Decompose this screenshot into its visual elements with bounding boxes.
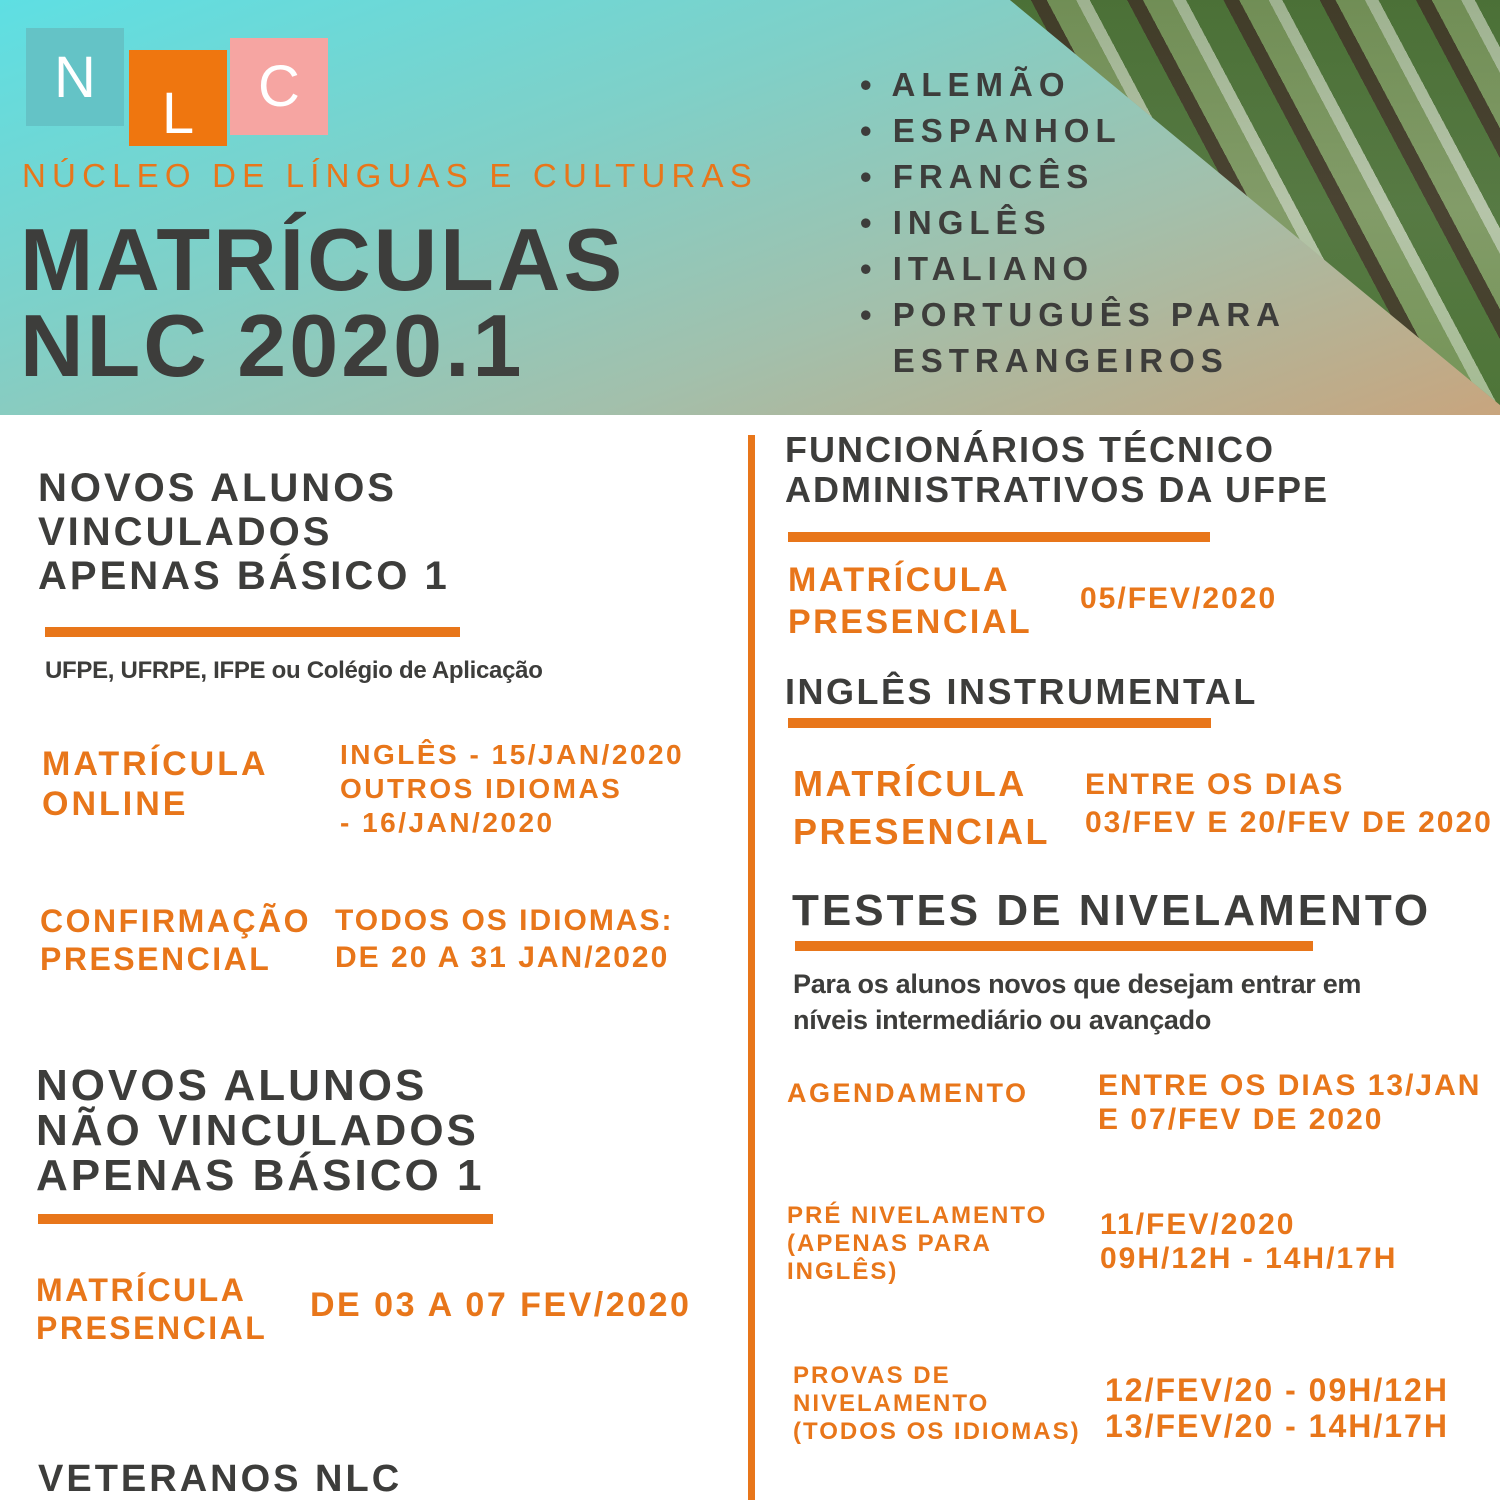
label-funcionarios-matricula: MATRÍCULA PRESENCIAL — [788, 561, 1033, 641]
label-provas-nivelamento: PROVAS DE NIVELAMENTO (TODOS OS IDIOMAS) — [793, 1362, 1081, 1445]
language-item: • PORTUGUÊS PARA ESTRANGEIROS — [860, 296, 1286, 379]
value-instrumental-matricula: ENTRE OS DIAS 03/FEV E 20/FEV DE 2020 — [1085, 768, 1493, 839]
value-matricula-online: INGLÊS - 15/JAN/2020 OUTROS IDIOMAS - 16/JAN/2020 — [340, 739, 685, 838]
section-heading-ingles-instrumental: INGLÊS INSTRUMENTAL — [785, 671, 1258, 712]
label-matricula-online: MATRÍCULA ONLINE — [42, 745, 269, 823]
logo-letter-n: N — [26, 28, 124, 126]
logo-letter-l: L — [129, 50, 227, 146]
section-heading-funcionarios: FUNCIONÁRIOS TÉCNICO ADMINISTRATIVOS DA UFPE — [785, 429, 1330, 510]
label-confirmacao: CONFIRMAÇÃO PRESENCIAL — [40, 903, 312, 977]
value-funcionarios-matricula: 05/FEV/2020 — [1080, 582, 1278, 615]
testes-description: Para os alunos novos que desejam entrar em níveis intermediário ou avançado — [793, 969, 1362, 1035]
value-provas-nivelamento: 12/FEV/20 - 09H/12H 13/FEV/20 - 14H/17H — [1105, 1372, 1449, 1444]
language-item: • ESPANHOL — [860, 112, 1122, 149]
value-confirmacao: TODOS OS IDIOMAS: DE 20 A 31 JAN/2020 — [335, 904, 674, 974]
divider-bar — [38, 1214, 493, 1224]
institutions-text: UFPE, UFRPE, IFPE ou Colégio de Aplicação — [45, 657, 543, 684]
language-item: • FRANCÊS — [860, 158, 1095, 195]
section-heading-testes: TESTES DE NIVELAMENTO — [792, 886, 1432, 935]
page-title-line2: NLC 2020.1 — [20, 296, 525, 395]
column-divider — [748, 435, 755, 1500]
language-item: • INGLÊS — [860, 204, 1052, 241]
section-heading-novos-nao-vinculados: NOVOS ALUNOS NÃO VINCULADOS APENAS BÁSICO 1 — [36, 1061, 485, 1200]
label-pre-nivelamento: PRÉ NIVELAMENTO (APENAS PARA INGLÊS) — [787, 1202, 1048, 1285]
language-item: • ALEMÃO — [860, 66, 1071, 103]
divider-bar — [788, 532, 1210, 542]
label-agendamento: AGENDAMENTO — [787, 1078, 1029, 1108]
value-agendamento: ENTRE OS DIAS 13/JAN E 07/FEV DE 2020 — [1098, 1069, 1482, 1136]
subtitle: NÚCLEO DE LÍNGUAS E CULTURAS — [22, 157, 758, 194]
page-title-line1: MATRÍCULAS — [20, 210, 626, 309]
divider-bar — [795, 941, 1313, 951]
language-item: • ITALIANO — [860, 250, 1095, 287]
logo-letter-c: C — [230, 38, 328, 135]
section-heading-novos-vinculados: NOVOS ALUNOS VINCULADOS APENAS BÁSICO 1 — [38, 466, 450, 598]
header-banner — [0, 0, 1500, 415]
label-instrumental-matricula: MATRÍCULA PRESENCIAL — [793, 763, 1051, 852]
language-list — [860, 62, 1286, 384]
divider-bar — [45, 627, 460, 637]
value-matricula-presencial: DE 03 A 07 FEV/2020 — [310, 1286, 692, 1324]
section-heading-veteranos: VETERANOS NLC — [38, 1458, 403, 1500]
value-pre-nivelamento: 11/FEV/2020 09H/12H - 14H/17H — [1100, 1208, 1398, 1275]
label-matricula-presencial: MATRÍCULA PRESENCIAL — [36, 1272, 268, 1346]
divider-bar — [788, 718, 1211, 728]
